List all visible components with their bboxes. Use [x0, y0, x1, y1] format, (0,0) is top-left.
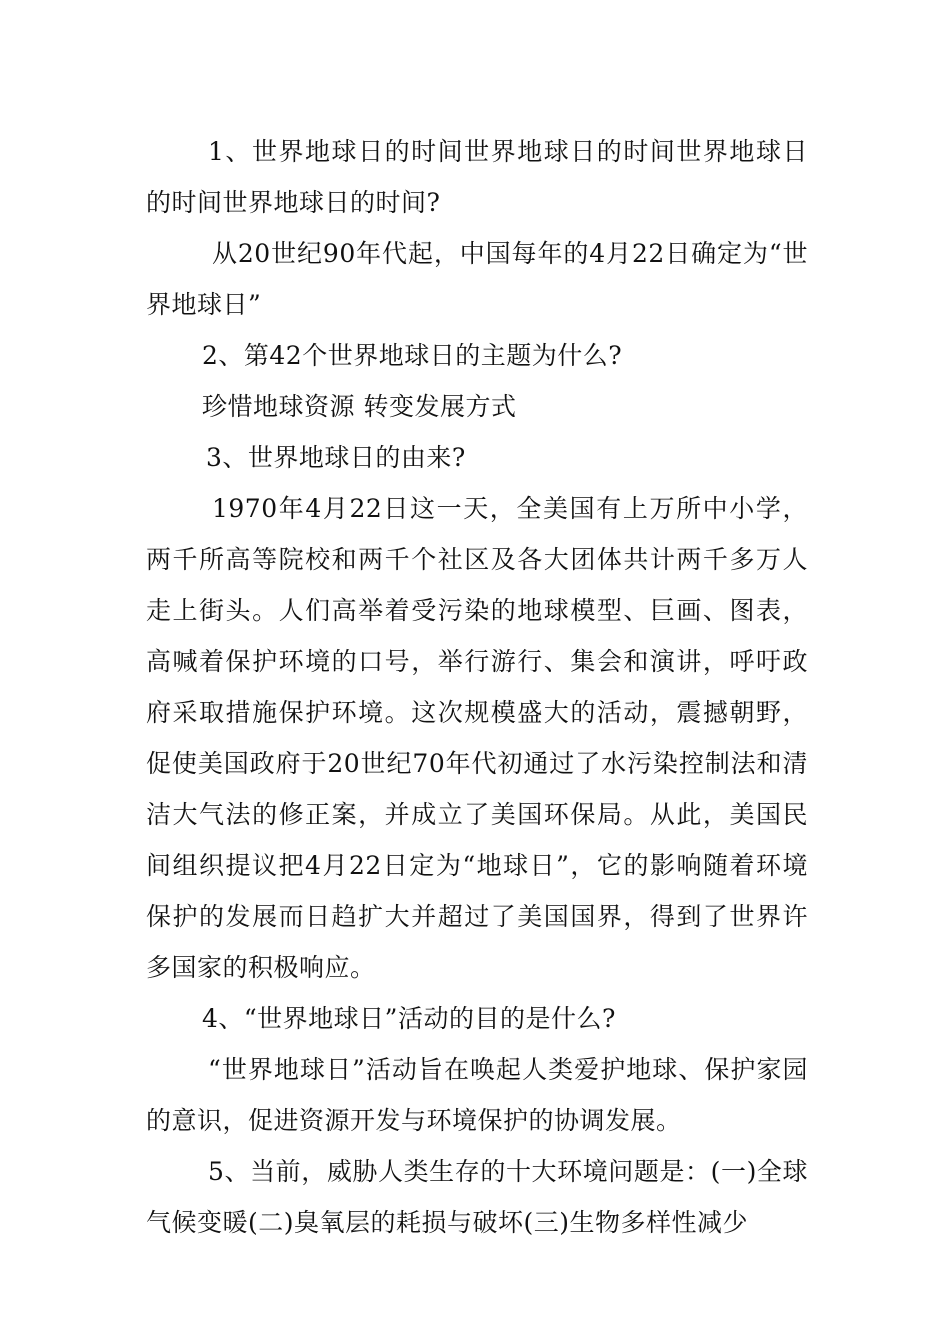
question-1: 1、世界地球日的时间世界地球日的时间世界地球日的时间世界地球日的时间? [146, 137, 808, 217]
document-body [146, 126, 808, 1248]
answer-1: 从20世纪90年代起，中国每年的4月22日确定为“世界地球日” [146, 239, 808, 319]
answer-4: “世界地球日”活动旨在唤起人类爱护地球、保护家园的意识，促进资源开发与环境保护的协调发展。 [146, 1055, 808, 1135]
question-4: 4、“世界地球日”活动的目的是什么? [202, 1004, 616, 1033]
question-3: 3、世界地球日的由来? [206, 443, 466, 472]
answer-3: 1970年4月22日这一天，全美国有上万所中小学，两千所高等院校和两千个社区及各大团体共计两千多万人走上街头。人们高举着受污染的地球模型、巨画、图表，高喊着保护环境的口号，举行游行、集会和演讲，呼吁政府采取措施保护环境。这次规模盛大的活动，震撼朝野，促使美国政府于20世纪70年代初通过了水污染控制法和清洁大气法的修正案，并成立了美国环保局。从此，美国民间组织提议把4月22日定为“地球日”，它的影响随着环境保护的发展而日趋扩大并超过了美国国界，得到了世界许多国家的积极响应。 [146, 494, 808, 982]
answer-2: 珍惜地球资源 转变发展方式 [202, 392, 517, 421]
question-2: 2、第42个世界地球日的主题为什么? [202, 341, 623, 370]
question-5: 5、当前，威胁人类生存的十大环境问题是：(一)全球气候变暖(二)臭氧层的耗损与破坏(三)生物多样性减少 [146, 1157, 808, 1237]
